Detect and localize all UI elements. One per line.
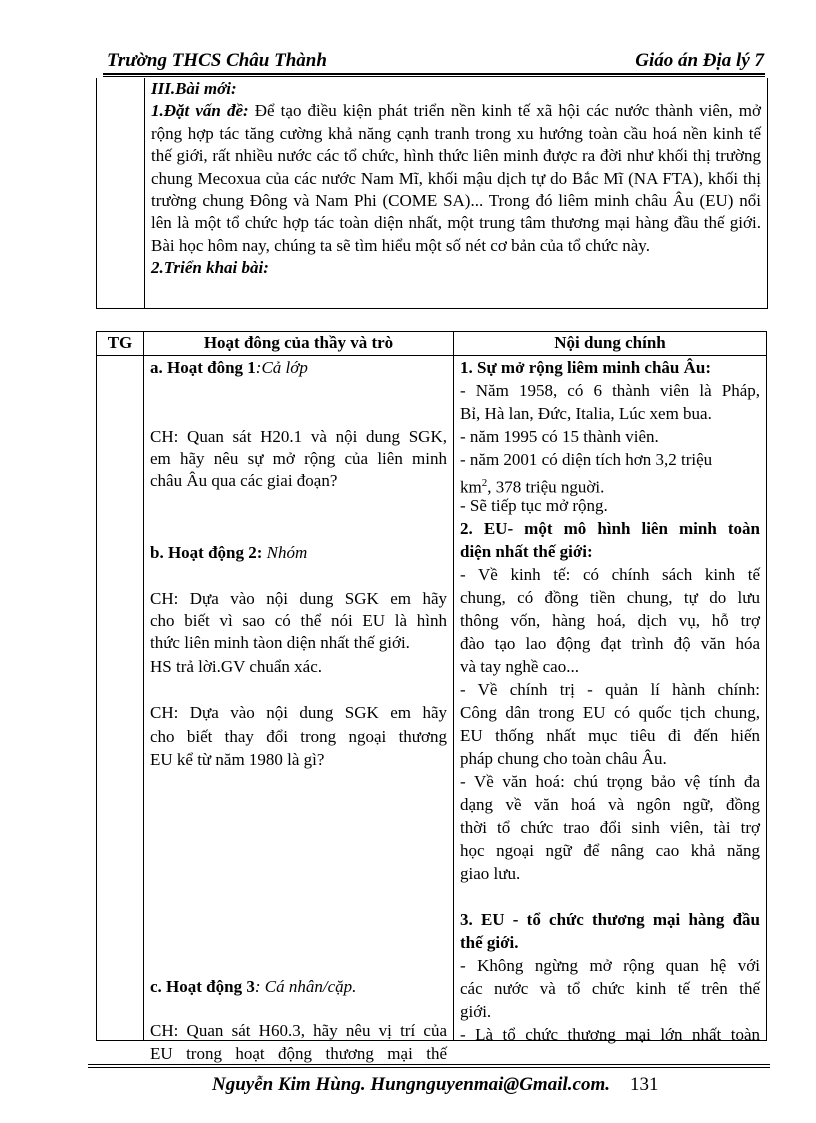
content-line: - Về kinh tế: có chính sách kinh tế [460, 565, 760, 584]
activity-b-question-line: cho biết vì sao có thể nói EU là hình [150, 611, 447, 630]
section-1-title: 1. Sự mở rộng liêm minh châu Âu: [460, 358, 712, 377]
content-cell [454, 356, 767, 1044]
content-line: - Năm 1958, có 6 thành viên là Pháp, [460, 381, 760, 400]
activity-b2-question-line: cho biết thay đổi trong ngoại thương [150, 727, 447, 746]
content-line: và tay nghề cao... [460, 657, 579, 676]
school-name: Trường THCS Châu Thành [107, 50, 327, 71]
content-line: dạng về văn hoá và ngôn ngữ, đồng [460, 795, 760, 814]
intro-box [96, 78, 768, 309]
problem-paragraph [151, 100, 761, 257]
activity-b-answer: HS trả lời.GV chuẩn xác. [150, 657, 323, 676]
problem-text: Để tạo điều kiện phát triển nền kinh tế xã hội các nước thành viên, mở rộng hợp tác tăng cường khả năng cạnh tranh trong xu hướng toàn cầu hoá nền kinh tế thế giới, rất nhiều nước các tổ chức, hình thức liên minh được ra đời như khối thị trường chung Mecoxua của các nước Nam Mĩ, khối mậu dịch tự do Bắc Mĩ (NA FTA), khối thị trường chung Đông và Nam Phi (COME SA)... Trong đó liêm minh châu Âu (EU) nổi lên là một tổ chức hợp tác toàn diện nhất, một trung tâm thương mại hàng đầu thế giới. Bài học hôm nay, chúng ta sẽ tìm hiểu một số nét cơ bản của tổ chức này. [151, 101, 761, 255]
activity-c-question-line: CH: Quan sát H60.3, hãy nêu vị trí của [150, 1021, 447, 1040]
activity-a-question-line: châu Âu qua các giai đoạn? [150, 471, 338, 490]
content-line: - Về văn hoá: chú trọng bảo vệ tính đa [460, 772, 760, 791]
activity-b2-question-line: EU kể từ năm 1980 là gì? [150, 750, 325, 769]
activities-cell [144, 356, 454, 1063]
page-number: 131 [630, 1074, 659, 1095]
activity-a-question-line: em hãy nêu sự mở rộng của liên minh [150, 449, 447, 468]
content-line: thông vốn, hàng hoá, dịch vụ, hỗ trợ [460, 611, 760, 630]
activity-b-question-line: thức liên minh tàon diện nhất thế giới. [150, 633, 410, 652]
activity-c-heading: c. Hoạt động 3: Cá nhân/cặp. [150, 977, 357, 996]
footer-author: Nguyễn Kim Hùng. Hungnguyenmai@Gmail.com. [212, 1074, 610, 1095]
content-line: Công dân trong EU có quốc tịch chung, [460, 703, 760, 722]
table-row [97, 356, 767, 1041]
content-line: chung, có đồng tiền chung, tự do lưu [460, 588, 760, 607]
content-line: - Về chính trị - quản lí hành chính: [460, 680, 760, 699]
table-header-row [97, 332, 767, 356]
section-2-title: 2. EU- một mô hình liên minh toàn [460, 519, 760, 538]
intro-text [151, 78, 761, 280]
content-line: học ngoại ngữ để nâng cao khả năng [460, 841, 760, 860]
content-line: pháp chung cho toàn châu Âu. [460, 749, 667, 768]
header-rule [103, 73, 765, 75]
activity-a-heading: a. Hoạt đông 1:Cả lớp [150, 358, 308, 377]
footer-rule [88, 1064, 770, 1065]
section-title: III.Bài mới: [151, 79, 237, 98]
section-3-title-cont: thế giới. [460, 933, 519, 952]
content-line: - năm 2001 có diện tích hơn 3,2 triệu [460, 450, 713, 469]
section-3-title: 3. EU - tổ chức thương mại hàng đầu [460, 910, 760, 929]
deploy-label: 2.Triển khai bài: [151, 258, 269, 278]
content-line: - Sẽ tiếp tục mở rộng. [460, 496, 608, 515]
header-activities: Hoạt đông của thầy và trò [144, 332, 454, 356]
content-line: các nước và tổ chức kinh tế trên thế [460, 979, 760, 998]
activity-b-heading: b. Hoạt động 2: Nhóm [150, 543, 308, 562]
header-tg: TG [97, 332, 144, 356]
problem-label: 1.Đặt vấn đề: [151, 101, 249, 121]
footer-rule-thin [88, 1067, 770, 1068]
content-line: EU thống nhất mục tiêu đi đến hiến [460, 726, 760, 745]
content-line: - năm 1995 có 15 thành viên. [460, 427, 659, 446]
content-line: giới. [460, 1002, 492, 1021]
header-content: Nội dung chính [454, 332, 767, 356]
page-header [107, 50, 764, 74]
header-rule-thin [103, 76, 765, 77]
activity-b2-question-line: CH: Dựa vào nội dung SGK em hãy [150, 703, 447, 722]
intro-left-column-divider [144, 78, 145, 308]
subject-name: Giáo án Địa lý 7 [635, 50, 764, 71]
content-line: Bỉ, Hà lan, Đức, Italia, Lúc xem bua. [460, 404, 712, 423]
activity-b-question-line: CH: Dựa vào nội dung SGK em hãy [150, 589, 447, 608]
section-2-title-cont: diện nhất thế giới: [460, 542, 593, 561]
activity-c-question-line: EU trong hoạt động thương mại thế [150, 1044, 447, 1063]
tg-cell [97, 356, 144, 1041]
content-line: - Là tổ chức thương mại lớn nhất toàn [460, 1025, 760, 1044]
content-line: giao lưu. [460, 864, 521, 883]
content-line: đào tạo lao động đạt trình độ văn hóa [460, 634, 760, 653]
content-line: thời tổ chức trao đổi sinh viên, tài trợ [460, 818, 760, 837]
content-line: $km^2$, 378 triệu nguời. [460, 477, 605, 497]
lesson-table [96, 331, 767, 1063]
content-line: - Không ngừng mở rộng quan hệ với [460, 956, 760, 975]
activity-a-question-line: CH: Quan sát H20.1 và nội dung SGK, [150, 427, 447, 446]
